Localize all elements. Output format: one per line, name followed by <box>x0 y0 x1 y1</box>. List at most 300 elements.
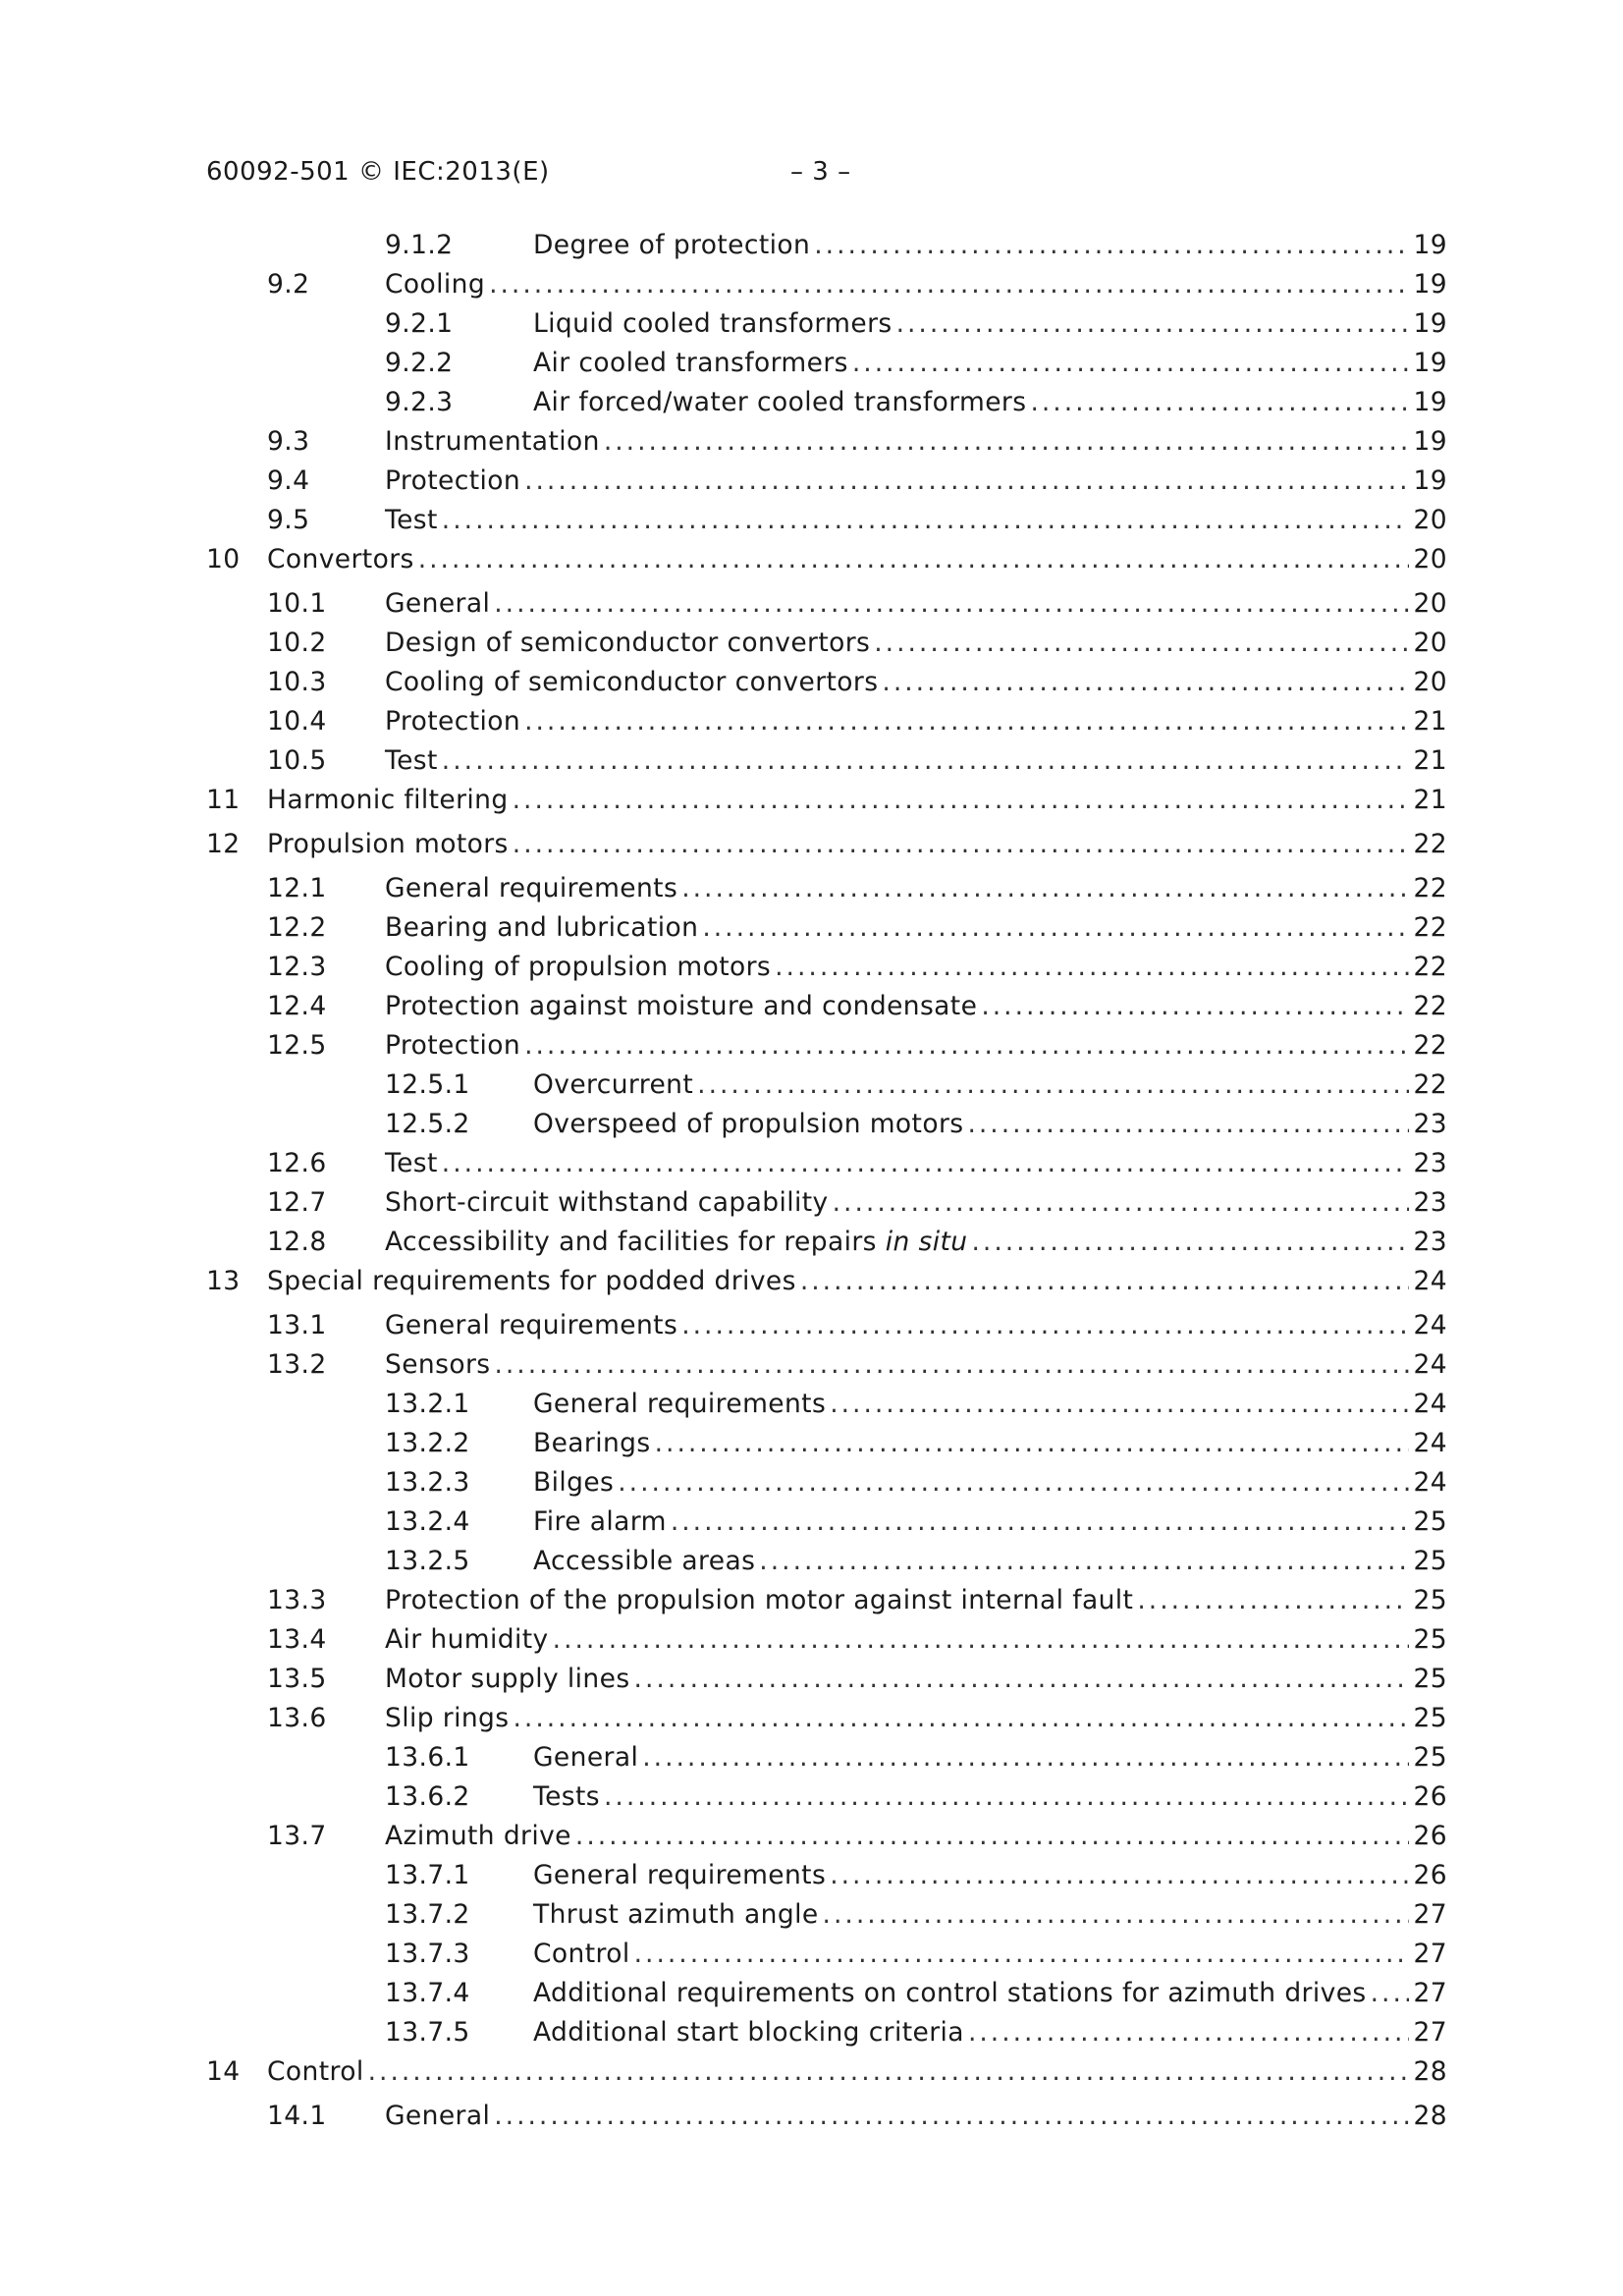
toc-entry-title-text: General requirements <box>385 1310 678 1340</box>
dot-leader <box>967 1107 1409 1142</box>
toc-entry[interactable] <box>206 1264 1447 1299</box>
toc-entry-title-text: Slip rings <box>385 1703 510 1733</box>
toc-entry-title-text: General <box>385 2101 491 2131</box>
toc-entry[interactable] <box>206 626 1447 661</box>
dot-leader <box>874 626 1409 661</box>
toc-entry-line <box>267 827 1447 862</box>
toc-entry-line <box>267 542 1447 577</box>
dot-leader <box>524 464 1409 499</box>
toc-entry-title <box>533 2015 964 2050</box>
toc-entry-title-text: Test <box>385 505 438 535</box>
toc-entry-number: 12.1 <box>267 873 327 903</box>
dot-leader <box>634 1937 1410 1972</box>
toc-entry-title-text: Protection <box>385 465 521 496</box>
toc-entry-number: 12 <box>206 829 241 859</box>
toc-entry-title-text: General requirements <box>385 873 678 903</box>
toc-entry-page-number: 25 <box>1413 1624 1447 1655</box>
toc-entry[interactable] <box>206 1146 1447 1181</box>
toc-entry-number: 13.2.5 <box>385 1546 470 1576</box>
dot-leader <box>833 1185 1410 1221</box>
toc-entry-line <box>385 910 1447 946</box>
dot-leader <box>1137 1583 1409 1618</box>
toc-entry-number: 13.6 <box>267 1703 327 1733</box>
dot-leader <box>814 228 1409 263</box>
toc-entry[interactable] <box>206 1308 1447 1343</box>
toc-entry-title-text: Propulsion motors <box>267 829 509 859</box>
dot-leader <box>971 1225 1409 1260</box>
toc-entry[interactable] <box>206 1779 1447 1815</box>
toc-entry-number: 13.7.1 <box>385 1860 470 1890</box>
toc-entry[interactable] <box>206 1583 1447 1618</box>
toc-entry-title-text: Convertors <box>267 544 414 574</box>
toc-entry-title-text: Azimuth drive <box>385 1821 571 1851</box>
dot-leader <box>830 1858 1409 1893</box>
toc-entry-title <box>267 542 414 577</box>
dot-leader <box>418 542 1410 577</box>
toc-entry-line <box>533 1897 1447 1933</box>
toc-entry[interactable] <box>206 1067 1447 1103</box>
toc-entry-page-number: 20 <box>1413 505 1447 535</box>
toc-entry[interactable] <box>206 743 1447 779</box>
toc-entry-page-number: 23 <box>1413 1227 1447 1257</box>
toc-entry[interactable] <box>206 306 1447 342</box>
toc-entry-number: 10.5 <box>267 745 327 776</box>
dot-leader <box>800 1264 1410 1299</box>
toc-entry-title <box>385 989 977 1024</box>
toc-entry[interactable] <box>206 1662 1447 1697</box>
toc-entry-line <box>267 783 1447 818</box>
toc-entry[interactable] <box>206 1858 1447 1893</box>
toc-entry-title <box>533 1976 1367 2011</box>
toc-entry-number: 12.5.1 <box>385 1069 470 1100</box>
toc-entry-title <box>385 503 438 538</box>
toc-entry-number: 10.3 <box>267 667 327 697</box>
toc-entry-title-text: Overspeed of propulsion motors <box>533 1109 964 1139</box>
toc-entry[interactable] <box>206 424 1447 460</box>
toc-entry-page-number: 24 <box>1413 1389 1447 1419</box>
toc-entry-number: 9.2.2 <box>385 348 454 378</box>
toc-entry-number: 13.7.5 <box>385 2017 470 2048</box>
toc-entry-title-text: Test <box>385 745 438 776</box>
toc-entry[interactable] <box>206 1387 1447 1422</box>
toc-entry-page-number: 25 <box>1413 1506 1447 1537</box>
toc-entry[interactable] <box>206 704 1447 739</box>
toc-entry[interactable] <box>206 1544 1447 1579</box>
toc-entry[interactable] <box>206 1107 1447 1142</box>
toc-entry-title <box>385 586 490 622</box>
dot-leader <box>442 503 1410 538</box>
toc-entry-line <box>385 1028 1447 1064</box>
toc-entry-number: 14.1 <box>267 2101 327 2131</box>
toc-entry-page-number: 27 <box>1413 1978 1447 2008</box>
toc-entry-title <box>385 1662 630 1697</box>
toc-entry[interactable] <box>206 267 1447 302</box>
toc-entry-line <box>533 1107 1447 1142</box>
toc-entry-line <box>385 1662 1447 1697</box>
toc-entry-number: 13.1 <box>267 1310 327 1340</box>
toc-entry-title <box>267 1264 796 1299</box>
toc-entry-line <box>385 1701 1447 1736</box>
toc-entry-line <box>385 1819 1447 1854</box>
toc-entry-number: 9.2 <box>267 269 310 300</box>
toc-entry-number: 12.7 <box>267 1187 327 1218</box>
toc-entry[interactable] <box>206 1897 1447 1933</box>
toc-entry-number: 13.2 <box>267 1349 327 1380</box>
toc-entry-line <box>385 586 1447 622</box>
toc-entry-page-number: 24 <box>1413 1467 1447 1498</box>
toc-entry-number: 10.2 <box>267 628 327 658</box>
toc-entry-line <box>533 385 1447 420</box>
toc-entry-number: 13.7.3 <box>385 1939 470 1969</box>
toc-entry-line <box>385 503 1447 538</box>
toc-entry-number: 10 <box>206 544 241 574</box>
toc-entry-number: 9.4 <box>267 465 310 496</box>
toc-entry[interactable] <box>206 783 1447 818</box>
toc-entry-number: 12.5 <box>267 1030 327 1061</box>
toc-entry-line <box>385 626 1447 661</box>
toc-entry-title <box>533 1067 693 1103</box>
toc-entry[interactable] <box>206 1740 1447 1776</box>
toc-entry-title <box>385 1347 490 1383</box>
toc-entry-title-text: Protection of the propulsion motor against internal fault <box>385 1585 1134 1615</box>
dot-leader <box>852 346 1410 381</box>
toc-entry-page-number: 19 <box>1413 348 1447 378</box>
toc-entry[interactable] <box>206 1622 1447 1658</box>
toc-entry-number: 13.3 <box>267 1585 327 1615</box>
toc-entry-title-text: Accessibility and facilities for repairs <box>385 1227 886 1257</box>
toc-entry-line <box>533 1504 1447 1540</box>
toc-entry-title-text: Protection <box>385 706 521 737</box>
toc-entry-page-number: 23 <box>1413 1148 1447 1178</box>
toc-entry-line <box>533 1779 1447 1815</box>
toc-entry-page-number: 27 <box>1413 1939 1447 1969</box>
toc-entry-line <box>533 306 1447 342</box>
toc-entry[interactable] <box>206 1937 1447 1972</box>
dot-leader <box>1030 385 1409 420</box>
toc-entry-number: 12.8 <box>267 1227 327 1257</box>
toc-entry-title <box>385 1701 509 1736</box>
toc-entry-title-text: Short-circuit withstand capability <box>385 1187 829 1218</box>
toc-entry-page-number: 26 <box>1413 1860 1447 1890</box>
toc-entry-number: 13 <box>206 1266 241 1296</box>
toc-entry-title <box>533 1544 755 1579</box>
toc-entry-line <box>533 1858 1447 1893</box>
toc-entry-page-number: 28 <box>1413 2056 1447 2087</box>
toc-entry[interactable] <box>206 1028 1447 1064</box>
toc-entry-title-text: Control <box>533 1939 630 1969</box>
toc-entry-title-text: Special requirements for podded drives <box>267 1266 796 1296</box>
dot-leader <box>604 424 1410 460</box>
toc-entry-page-number: 19 <box>1413 426 1447 457</box>
toc-entry-title <box>385 2099 490 2134</box>
toc-entry-line <box>385 950 1447 985</box>
toc-entry-page-number: 20 <box>1413 628 1447 658</box>
toc-entry[interactable] <box>206 1225 1447 1260</box>
toc-entry[interactable] <box>206 228 1447 263</box>
dot-leader <box>968 2015 1410 2050</box>
toc-entry-line <box>267 2054 1447 2090</box>
toc-entry-title <box>267 783 509 818</box>
dot-leader <box>882 665 1409 700</box>
toc-entry[interactable] <box>206 1426 1447 1461</box>
toc-entry-title <box>267 827 509 862</box>
dot-leader <box>830 1387 1409 1422</box>
toc-entry-line <box>385 1622 1447 1658</box>
toc-entry-title <box>385 871 677 906</box>
toc-entry-number: 9.2.1 <box>385 308 454 339</box>
toc-entry[interactable] <box>206 542 1447 577</box>
toc-entry-title-text: Cooling <box>385 269 486 300</box>
toc-entry-line <box>385 267 1447 302</box>
dot-leader <box>671 1504 1410 1540</box>
toc-entry-number: 12.5.2 <box>385 1109 470 1139</box>
toc-entry-title <box>385 743 438 779</box>
dot-leader <box>642 1740 1409 1776</box>
toc-entry-page-number: 21 <box>1413 785 1447 815</box>
toc-entry-number: 12.3 <box>267 952 327 982</box>
toc-entry-number: 13.4 <box>267 1624 327 1655</box>
dot-leader <box>618 1465 1409 1501</box>
dot-leader <box>575 1819 1410 1854</box>
dot-leader <box>775 950 1409 985</box>
toc-entry-title-text: Cooling of propulsion motors <box>385 952 772 982</box>
toc-entry-page-number: 20 <box>1413 544 1447 574</box>
toc-entry-page-number: 22 <box>1413 1069 1447 1100</box>
toc-entry-title <box>533 1426 651 1461</box>
toc-entry-title <box>533 1740 638 1776</box>
toc-entry-page-number: 23 <box>1413 1109 1447 1139</box>
toc-entry-title <box>533 306 893 342</box>
toc-entry-page-number: 25 <box>1413 1703 1447 1733</box>
toc-entry-number: 12.4 <box>267 991 327 1021</box>
toc-entry-title-text: General <box>385 588 491 619</box>
dot-leader <box>494 586 1409 622</box>
toc-entry-page-number: 19 <box>1413 387 1447 417</box>
toc-entry-title <box>385 1583 1133 1618</box>
toc-entry-line <box>267 1264 1447 1299</box>
toc-entry-page-number: 26 <box>1413 1821 1447 1851</box>
toc-entry[interactable] <box>206 989 1447 1024</box>
toc-entry-title <box>385 1146 438 1181</box>
toc-entry-number: 9.2.3 <box>385 387 454 417</box>
toc-entry-title-text: Overcurrent <box>533 1069 694 1100</box>
toc-entry-number: 11 <box>206 785 241 815</box>
toc-entry-page-number: 21 <box>1413 745 1447 776</box>
toc-entry[interactable] <box>206 910 1447 946</box>
toc-entry-number: 13.5 <box>267 1664 327 1694</box>
toc-entry-line <box>385 2099 1447 2134</box>
toc-entry-title <box>533 1937 630 1972</box>
toc-entry-title-italic: in situ <box>885 1227 968 1257</box>
dot-leader <box>494 1347 1409 1383</box>
toc-entry-line <box>385 871 1447 906</box>
toc-entry-title <box>385 424 600 460</box>
toc-entry-line <box>385 989 1447 1024</box>
toc-entry-title-text: Air humidity <box>385 1624 549 1655</box>
dot-leader <box>896 306 1410 342</box>
toc-entry[interactable] <box>206 464 1447 499</box>
page-number: – 3 – <box>790 157 851 187</box>
toc-entry-title <box>385 704 520 739</box>
toc-entry-title <box>533 1897 819 1933</box>
toc-entry-title <box>385 950 771 985</box>
toc-entry-number: 13.7.2 <box>385 1899 470 1930</box>
dot-leader <box>524 1028 1409 1064</box>
toc-entry-page-number: 25 <box>1413 1546 1447 1576</box>
toc-entry-title <box>385 1185 829 1221</box>
document-identifier: 60092-501 © IEC:2013(E) <box>206 157 550 187</box>
toc-entry-title-text: Design of semiconductor convertors <box>385 628 871 658</box>
toc-entry[interactable] <box>206 2054 1447 2090</box>
toc-entry-page-number: 22 <box>1413 1030 1447 1061</box>
toc-entry-number: 13.2.1 <box>385 1389 470 1419</box>
dot-leader <box>524 704 1409 739</box>
toc-entry[interactable] <box>206 346 1447 381</box>
dot-leader <box>702 910 1409 946</box>
toc-entry-page-number: 25 <box>1413 1585 1447 1615</box>
toc-entry-number: 13.6.2 <box>385 1781 470 1812</box>
toc-entry-line <box>533 346 1447 381</box>
toc-entry[interactable] <box>206 1347 1447 1383</box>
dot-leader <box>759 1544 1409 1579</box>
toc-entry-title-text: General requirements <box>533 1860 827 1890</box>
toc-entry-title-text: Instrumentation <box>385 426 600 457</box>
toc-entry-title-text: Fire alarm <box>533 1506 667 1537</box>
dot-leader <box>1371 1976 1410 2011</box>
toc-entry[interactable] <box>206 950 1447 985</box>
toc-entry-title <box>385 1308 677 1343</box>
toc-entry[interactable] <box>206 503 1447 538</box>
toc-entry-line <box>533 1387 1447 1422</box>
toc-entry-title-text: Bearings <box>533 1428 651 1458</box>
toc-entry-title-text: Test <box>385 1148 438 1178</box>
toc-entry-page-number: 22 <box>1413 829 1447 859</box>
toc-entry-line <box>385 665 1447 700</box>
dot-leader <box>634 1662 1410 1697</box>
toc-entry-page-number: 25 <box>1413 1742 1447 1773</box>
dot-leader <box>553 1622 1410 1658</box>
toc-entry-page-number: 24 <box>1413 1349 1447 1380</box>
toc-entry-number: 13.7.4 <box>385 1978 470 2008</box>
toc-entry[interactable] <box>206 1185 1447 1221</box>
toc-entry[interactable] <box>206 1976 1447 2011</box>
toc-entry-line <box>533 1740 1447 1776</box>
toc-entry-number: 12.2 <box>267 912 327 943</box>
toc-entry[interactable] <box>206 2015 1447 2050</box>
toc-entry-title <box>533 1387 826 1422</box>
toc-entry[interactable] <box>206 1819 1447 1854</box>
toc-entry-title <box>385 910 698 946</box>
toc-entry-page-number: 19 <box>1413 269 1447 300</box>
toc-entry-title <box>385 267 485 302</box>
dot-leader <box>442 1146 1410 1181</box>
dot-leader <box>697 1067 1409 1103</box>
toc-entry-number: 9.3 <box>267 426 310 457</box>
dot-leader <box>655 1426 1410 1461</box>
toc-entry-page-number: 19 <box>1413 230 1447 260</box>
toc-entry-page-number: 24 <box>1413 1428 1447 1458</box>
toc-entry-line <box>533 1544 1447 1579</box>
dot-leader <box>981 989 1409 1024</box>
toc-entry-title-text: Harmonic filtering <box>267 785 509 815</box>
dot-leader <box>489 267 1409 302</box>
dot-leader <box>494 2099 1409 2134</box>
toc-entry-page-number: 25 <box>1413 1664 1447 1694</box>
toc-entry-title <box>385 626 870 661</box>
toc-entry-page-number: 22 <box>1413 991 1447 1021</box>
toc-entry-number: 9.1.2 <box>385 230 454 260</box>
toc-entry-page-number: 19 <box>1413 308 1447 339</box>
toc-entry-line <box>385 1185 1447 1221</box>
toc-entry-page-number: 28 <box>1413 2101 1447 2131</box>
toc-entry-title-text: Protection <box>385 1030 521 1061</box>
toc-entry[interactable] <box>206 665 1447 700</box>
toc-entry[interactable] <box>206 871 1447 906</box>
toc-entry-page-number: 20 <box>1413 667 1447 697</box>
dot-leader <box>823 1897 1410 1933</box>
toc-entry-title-text: Motor supply lines <box>385 1664 630 1694</box>
toc-entry-line <box>533 2015 1447 2050</box>
toc-entry-number: 10.1 <box>267 588 327 619</box>
toc-entry-line <box>385 424 1447 460</box>
toc-entry[interactable] <box>206 586 1447 622</box>
toc-entry-page-number: 22 <box>1413 952 1447 982</box>
toc-entry-title <box>533 1858 826 1893</box>
toc-entry-line <box>385 1308 1447 1343</box>
toc-entry[interactable] <box>206 1504 1447 1540</box>
toc-entry-number: 10.4 <box>267 706 327 737</box>
toc-entry-title <box>533 1465 614 1501</box>
toc-entry-page-number: 19 <box>1413 465 1447 496</box>
toc-entry-title-text: Degree of protection <box>533 230 811 260</box>
toc-entry-title-text: Liquid cooled transformers <box>533 308 893 339</box>
toc-entry[interactable] <box>206 2099 1447 2134</box>
toc-entry-title <box>533 228 810 263</box>
toc-entry-title-text: Air forced/water cooled transformers <box>533 387 1027 417</box>
toc-entry-line <box>533 1937 1447 1972</box>
toc-entry-title-text: Cooling of semiconductor convertors <box>385 667 879 697</box>
toc-entry-line <box>385 464 1447 499</box>
toc-entry-title-text: Bearing and lubrication <box>385 912 699 943</box>
toc-entry-title-text: Additional requirements on control stations for azimuth drives <box>533 1978 1367 2008</box>
toc-entry-line <box>385 1146 1447 1181</box>
toc-entry-page-number: 22 <box>1413 912 1447 943</box>
toc-entry-title <box>385 665 878 700</box>
toc-entry-title-text: Thrust azimuth angle <box>533 1899 819 1930</box>
toc-entry-page-number: 27 <box>1413 1899 1447 1930</box>
toc-entry-title <box>533 1504 667 1540</box>
toc-entry-title-text: Bilges <box>533 1467 615 1498</box>
toc-entry-number: 13.2.3 <box>385 1467 470 1498</box>
toc-entry-page-number: 27 <box>1413 2017 1447 2048</box>
toc-entry-title <box>267 2054 364 2090</box>
toc-entry-number: 9.5 <box>267 505 310 535</box>
toc-entry-page-number: 22 <box>1413 873 1447 903</box>
toc-entry[interactable] <box>206 1465 1447 1501</box>
toc-entry[interactable] <box>206 385 1447 420</box>
toc-entry-title <box>533 1779 600 1815</box>
toc-entry-line <box>533 228 1447 263</box>
toc-entry[interactable] <box>206 1701 1447 1736</box>
toc-entry-title-text: Additional start blocking criteria <box>533 2017 964 2048</box>
toc-entry-title-text: Tests <box>533 1781 600 1812</box>
toc-entry-line <box>533 1465 1447 1501</box>
toc-entry-line <box>385 704 1447 739</box>
toc-entry-number: 13.2.4 <box>385 1506 470 1537</box>
toc-entry-line <box>533 1976 1447 2011</box>
toc-entry-line <box>385 743 1447 779</box>
toc-entry[interactable] <box>206 827 1447 862</box>
